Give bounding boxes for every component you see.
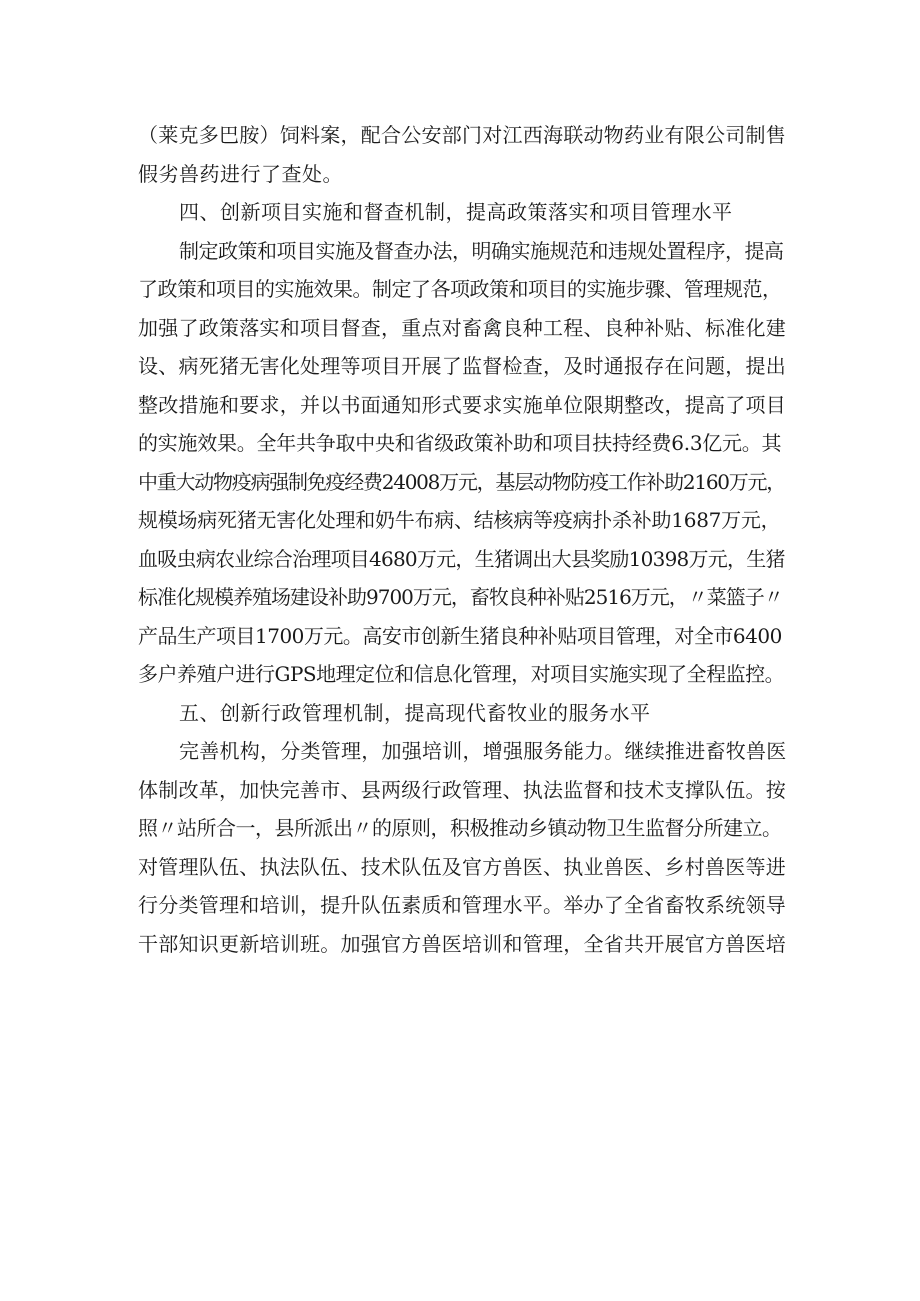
text-line: 血吸虫病农业综合治理项目4680万元，生猪调出大县奖励10398万元，生猪 [138, 546, 785, 571]
text-line: 假劣兽药进行了查处。 [138, 161, 343, 186]
text-line: 产品生产项目1700万元。高安市创新生猪良种补贴项目管理，对全市6400 [138, 623, 782, 648]
text-line: 加强了政策落实和项目督查，重点对畜禽良种工程、良种补贴、标准化建 [138, 315, 786, 340]
text-line: 整改措施和要求，并以书面通知形式要求实施单位限期整改，提高了项目 [138, 392, 786, 417]
text-line: 完善机构，分类管理，加强培训，增强服务能力。继续推进畜牧兽医 [179, 739, 787, 763]
text-line: 照〃站所合一，县所派出〃的原则，积极推动乡镇动物卫生监督分所建立。 [138, 816, 782, 840]
text-line: 对管理队伍、执法队伍、技术队伍及官方兽医、执业兽医、乡村兽医等进 [138, 854, 786, 879]
text-line: 制定政策和项目实施及督查办法，明确实施规范和违规处置程序，提高 [179, 238, 784, 263]
text-line: 四、创新项目实施和督查机制，提高政策落实和项目管理水平 [179, 200, 733, 224]
text-line: 行分类管理和培训，提升队伍素质和管理水平。举办了全省畜牧系统领导 [138, 893, 786, 917]
text-line: 了政策和项目的实施效果。制定了各项政策和项目的实施步骤、管理规范， [138, 277, 782, 301]
text-line: （莱克多巴胺）饲料案，配合公安部门对江西海联动物药业有限公司制售 [138, 123, 786, 147]
document-body [138, 116, 788, 963]
text-line: 干部知识更新培训班。加强官方兽医培训和管理，全省共开展官方兽医培 [138, 931, 786, 956]
text-line: 体制改革，加快完善市、县两级行政管理、执法监督和技术支撑队伍。按 [138, 777, 786, 802]
text-line: 设、病死猪无害化处理等项目开展了监督检查，及时通报存在问题，提出 [138, 354, 786, 378]
text-line: 多户养殖户进行GPS地理定位和信息化管理，对项目实施实现了全程监控。 [138, 662, 785, 686]
text-line: 规模场病死猪无害化处理和奶牛布病、结核病等疫病扑杀补助1687万元， [138, 508, 781, 532]
text-line: 标准化规模养殖场建设补助9700万元，畜牧良种补贴2516万元，〃菜篮子〃 [138, 585, 783, 609]
text-line: 的实施效果。全年共争取中央和省级政策补助和项目扶持经费6.3亿元。其 [138, 431, 782, 455]
text-line: 五、创新行政管理机制，提高现代畜牧业的服务水平 [179, 700, 651, 725]
text-line: 中重大动物疫病强制免疫经费24008万元，基层动物防疫工作补助2160万元， [138, 469, 786, 494]
